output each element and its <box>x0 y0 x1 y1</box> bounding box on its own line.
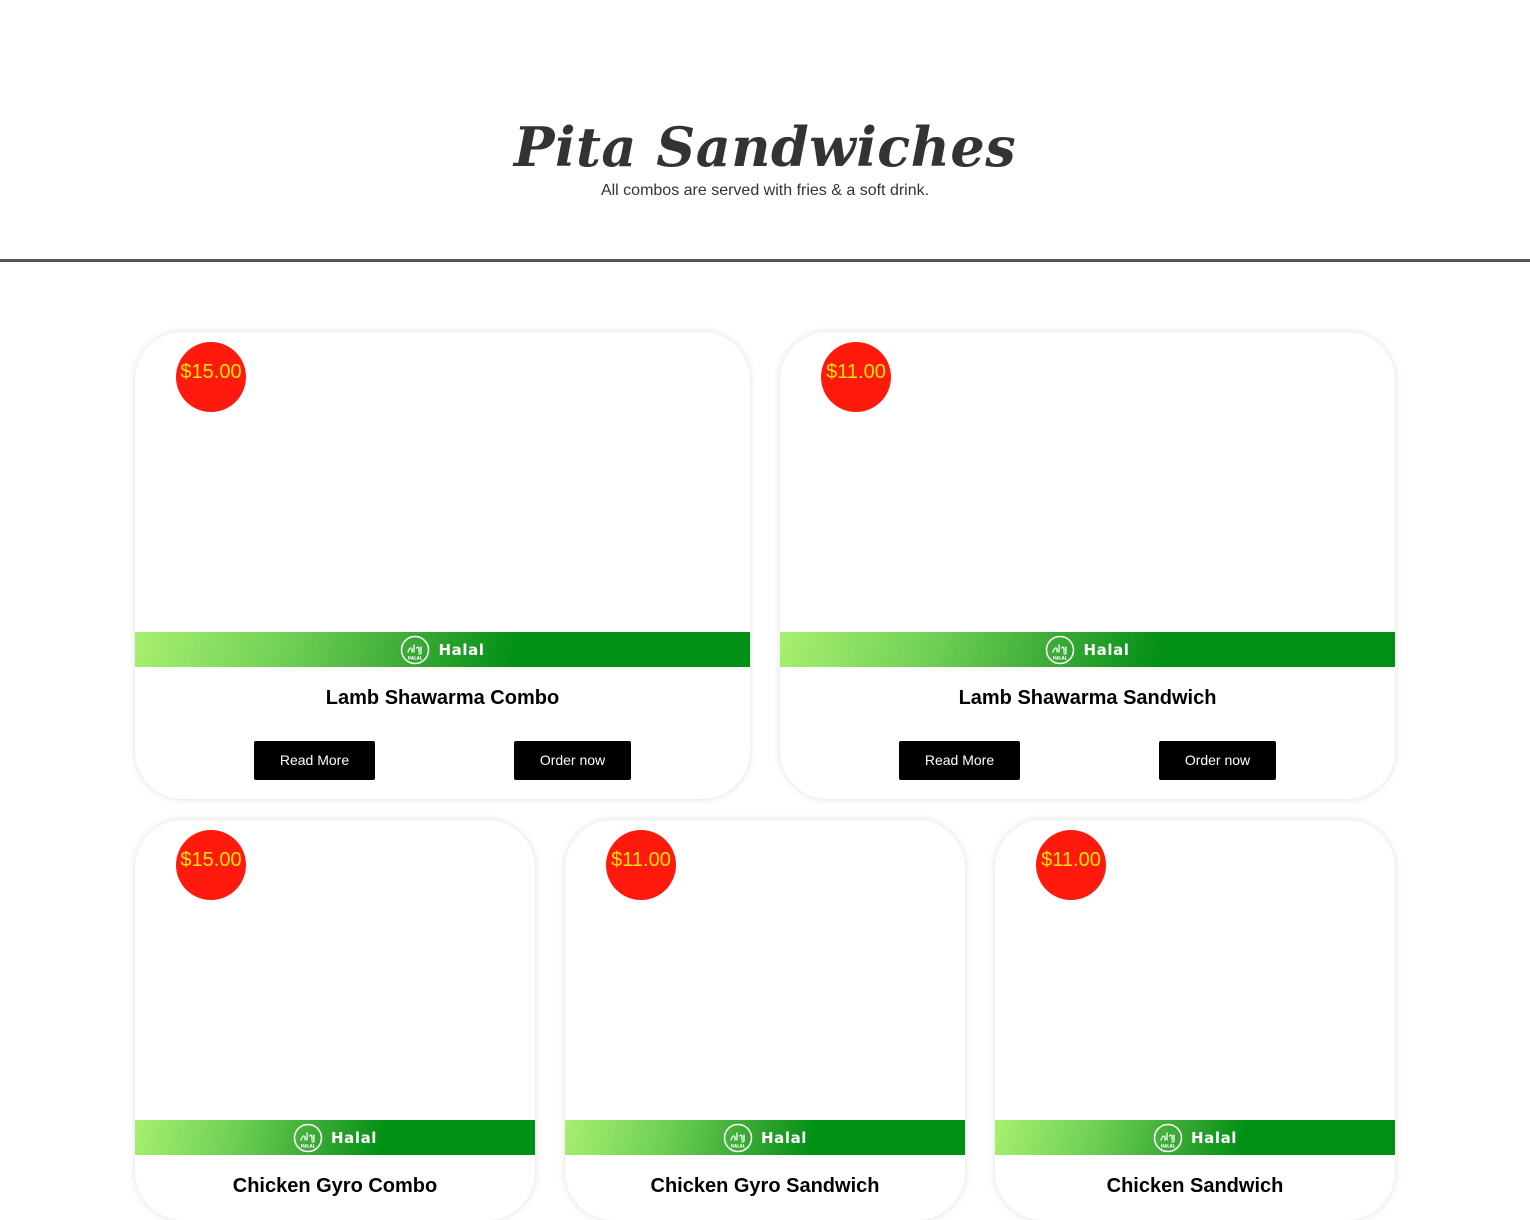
svg-text:HALAL: HALAL <box>1053 655 1068 660</box>
svg-text:HALAL: HALAL <box>1160 1143 1176 1148</box>
price-badge: $15.00 <box>176 342 246 412</box>
product-name: Lamb Shawarma Combo <box>325 687 560 709</box>
halal-seal-icon <box>1045 635 1075 665</box>
order-now-button[interactable]: Order now <box>514 741 631 780</box>
menu-card-lamb-shawarma-combo <box>135 332 750 799</box>
page-subtitle: All combos are served with fries & a soft drink. <box>600 182 930 199</box>
halal-label: Halal <box>1083 640 1130 659</box>
page-title: Pita Sandwiches <box>513 115 1017 179</box>
halal-banner <box>995 1120 1395 1155</box>
menu-card-chicken-gyro-combo <box>135 820 535 1220</box>
halal-banner <box>135 1120 535 1155</box>
page-header <box>0 0 1530 262</box>
product-name: Lamb Shawarma Sandwich <box>958 687 1217 709</box>
svg-text:HALAL: HALAL <box>300 1143 316 1148</box>
price-badge: $15.00 <box>176 830 246 900</box>
halal-label: Halal <box>1190 1128 1238 1147</box>
menu-card-chicken-gyro-sandwich <box>565 820 965 1220</box>
product-name: Chicken Sandwich <box>1106 1175 1284 1197</box>
price-badge: $11.00 <box>1036 830 1106 900</box>
halal-label: Halal <box>330 1128 378 1147</box>
product-name: Chicken Gyro Sandwich <box>650 1175 880 1197</box>
menu-card-chicken-sandwich <box>995 820 1395 1220</box>
halal-label: Halal <box>438 640 485 659</box>
halal-banner <box>780 632 1395 667</box>
read-more-button[interactable]: Read More <box>899 741 1020 780</box>
halal-banner <box>565 1120 965 1155</box>
menu-card-lamb-shawarma-sandwich <box>780 332 1395 799</box>
product-name: Chicken Gyro Combo <box>232 1175 438 1197</box>
price-badge: $11.00 <box>821 342 891 412</box>
halal-seal-icon <box>293 1123 323 1153</box>
svg-text:HALAL: HALAL <box>408 655 423 660</box>
price-badge: $11.00 <box>606 830 676 900</box>
halal-seal-icon <box>723 1123 753 1153</box>
order-now-button[interactable]: Order now <box>1159 741 1276 780</box>
halal-seal-icon <box>400 635 430 665</box>
read-more-button[interactable]: Read More <box>254 741 375 780</box>
halal-seal-icon <box>1153 1123 1183 1153</box>
svg-text:HALAL: HALAL <box>730 1143 746 1148</box>
halal-label: Halal <box>760 1128 808 1147</box>
halal-banner <box>135 632 750 667</box>
